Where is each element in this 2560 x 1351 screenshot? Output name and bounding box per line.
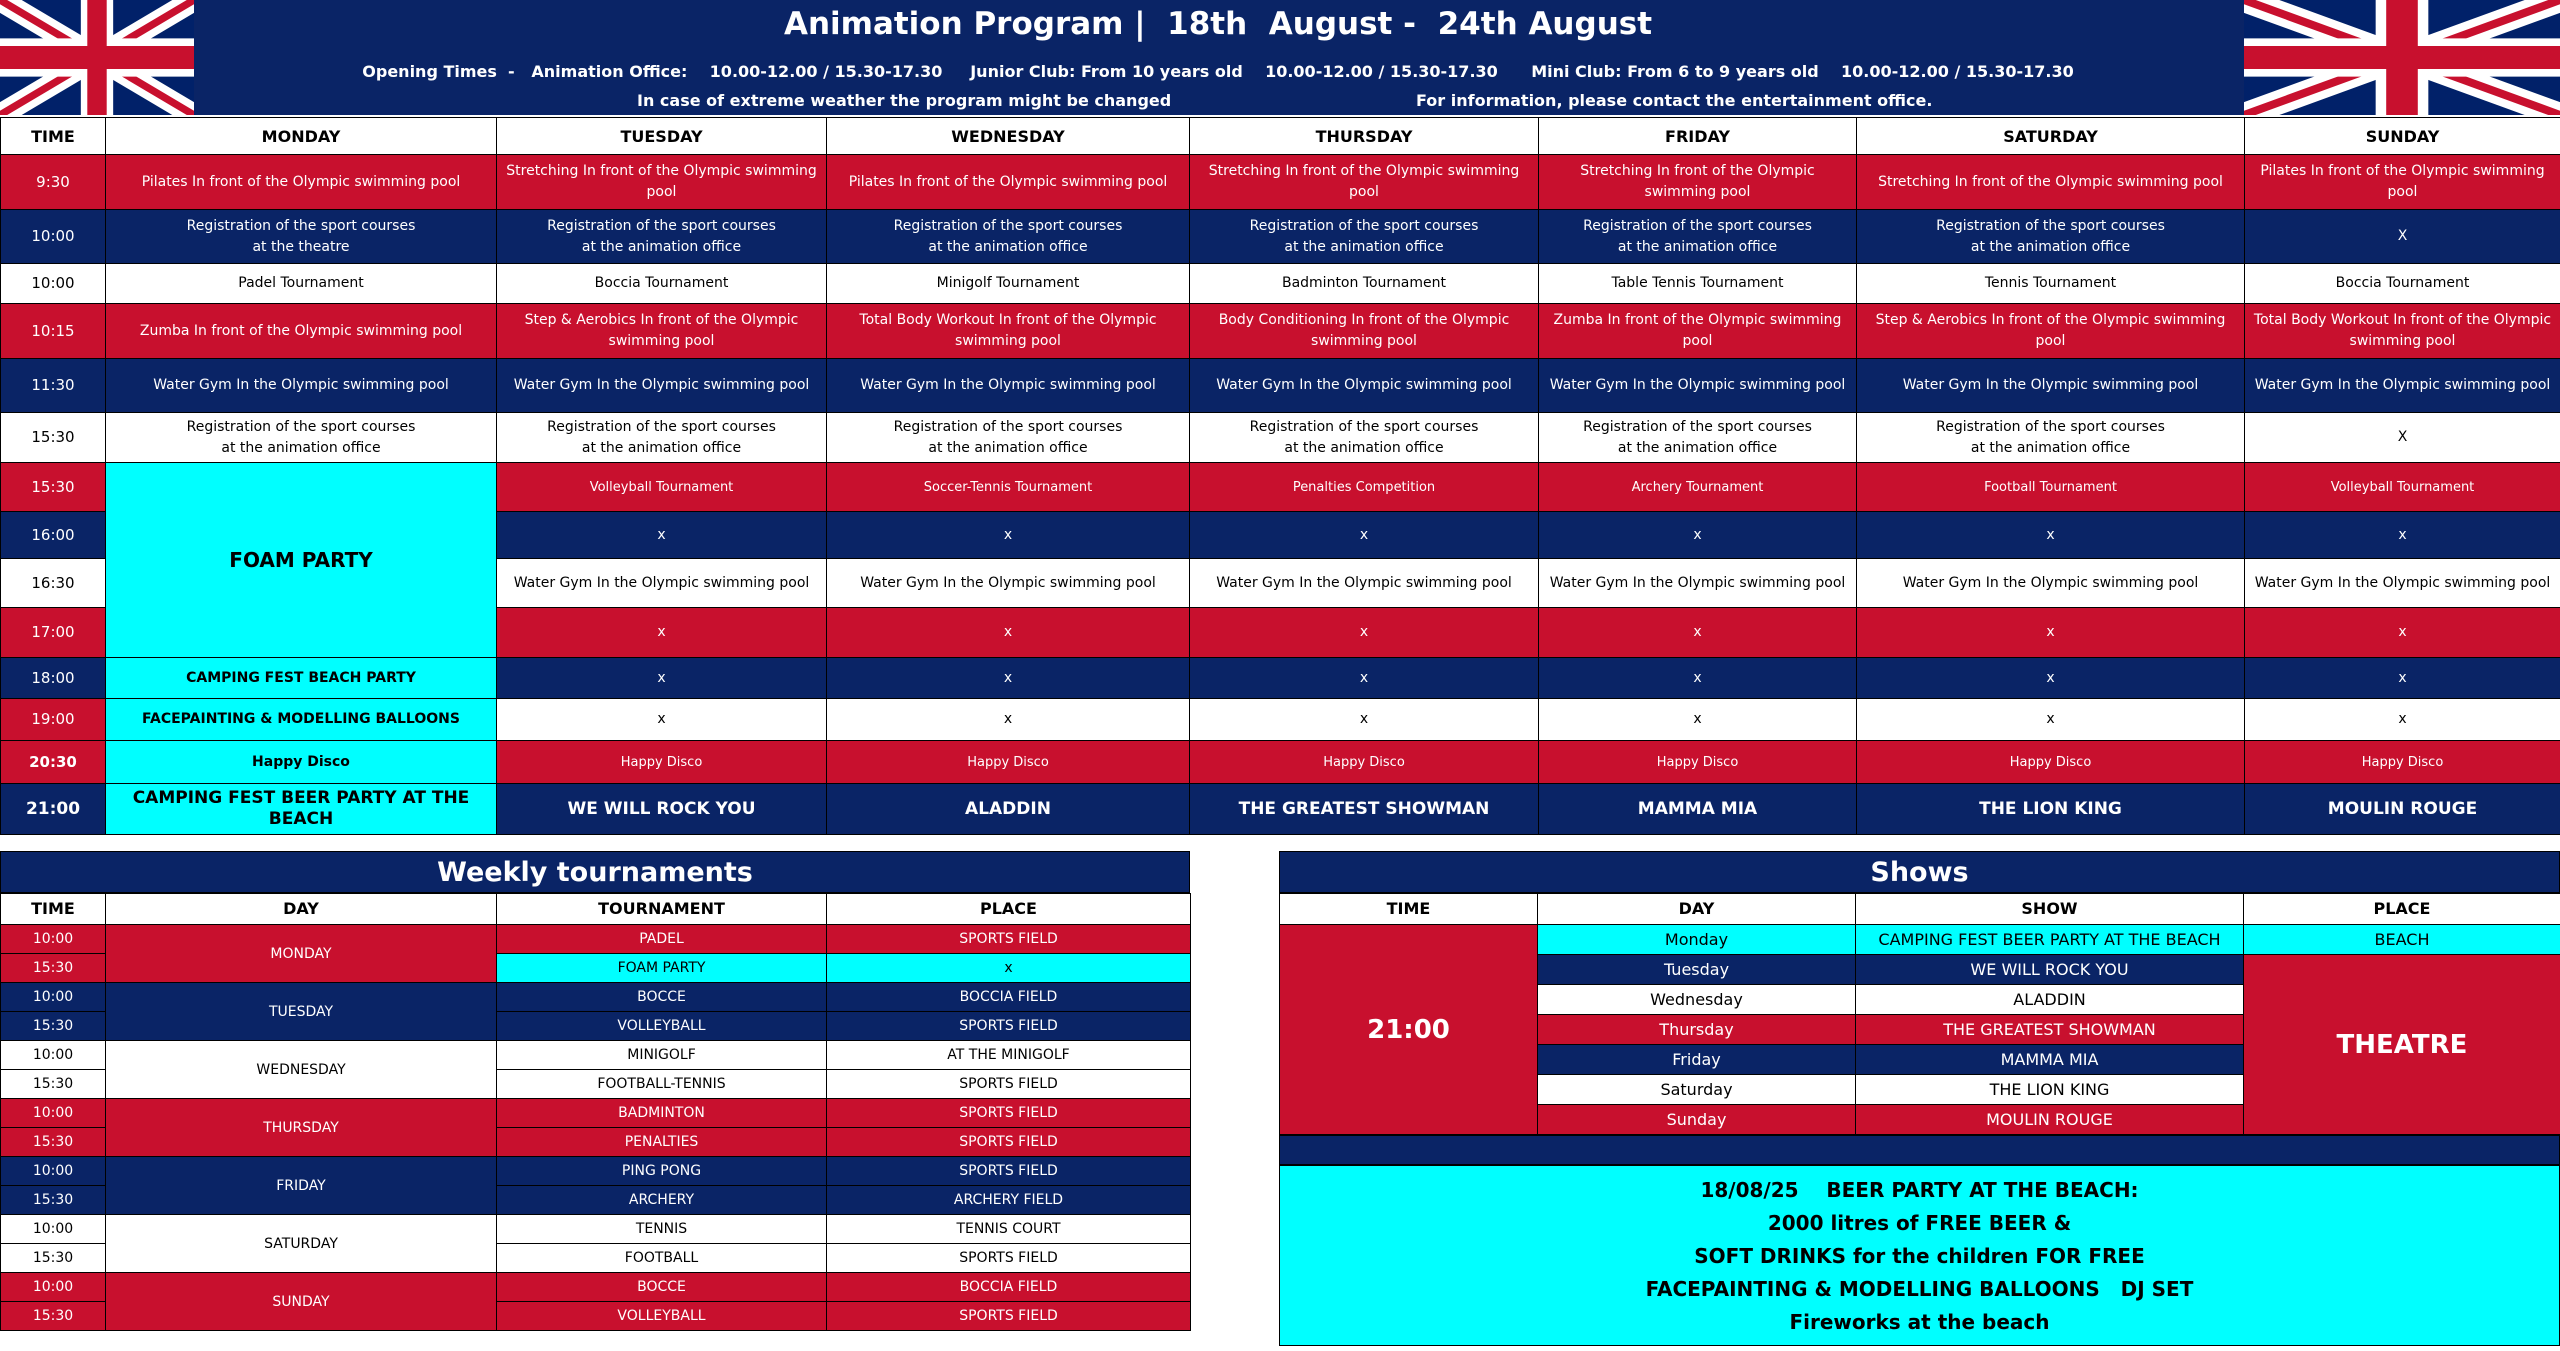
time-cell: 15:30	[1, 1012, 106, 1041]
place-cell: SPORTS FIELD	[827, 1070, 1191, 1099]
tournament-cell: FOOTBALL-TENNIS	[497, 1070, 827, 1099]
section-title: Weekly tournaments	[0, 851, 1190, 893]
column-header: THURSDAY	[1190, 118, 1539, 155]
time-cell: 9:30	[1, 155, 106, 210]
time-cell: 17:00	[1, 608, 106, 658]
weather-note: In case of extreme weather the program might be changed	[637, 91, 1172, 110]
schedule-row	[1, 155, 2560, 210]
table-row	[1280, 925, 2560, 955]
schedule-cell: Zumba In front of the Olympic swimming pool	[106, 304, 497, 359]
schedule-header-row	[1, 118, 2560, 155]
time-cell: 16:30	[1, 559, 106, 608]
schedule-cell: x	[1539, 608, 1857, 658]
table-row	[1, 983, 1191, 1012]
place-cell: BOCCIA FIELD	[827, 983, 1191, 1012]
schedule-cell: ALADDIN	[827, 784, 1190, 835]
time-cell: 15:30	[1, 1302, 106, 1331]
place-cell: x	[827, 954, 1191, 983]
schedule-cell: Water Gym In the Olympic swimming pool	[1190, 559, 1539, 608]
schedule-cell: Registration of the sport courses at the animation office	[1190, 210, 1539, 264]
schedule-cell: x	[497, 608, 827, 658]
schedule-cell: x	[1190, 658, 1539, 699]
schedule-row	[1, 699, 2560, 741]
day-cell: MONDAY	[106, 925, 497, 983]
time-cell: 20:30	[1, 741, 106, 784]
schedule-row	[1, 413, 2560, 463]
weekly-tournaments-section	[0, 851, 1190, 1331]
schedule-cell: x	[827, 699, 1190, 741]
time-cell: 11:30	[1, 359, 106, 413]
time-cell: 10:00	[1, 264, 106, 304]
schedule-cell: x	[2245, 699, 2560, 741]
tournament-cell: BOCCE	[497, 1273, 827, 1302]
schedule-cell: x	[1539, 512, 1857, 559]
table-row	[1, 1273, 1191, 1302]
schedule-cell: Registration of the sport courses at the animation office	[1190, 413, 1539, 463]
place-cell: SPORTS FIELD	[827, 1012, 1191, 1041]
schedule-cell: x	[1857, 608, 2245, 658]
column-header: PLACE	[2244, 894, 2560, 925]
schedule-cell: x	[1857, 699, 2245, 741]
time-cell: 15:30	[1, 1070, 106, 1099]
schedule-cell: Registration of the sport courses at the animation office	[827, 210, 1190, 264]
schedule-cell: Registration of the sport courses at the animation office	[497, 413, 827, 463]
schedule-cell: Water Gym In the Olympic swimming pool	[2245, 359, 2560, 413]
column-header: SUNDAY	[2245, 118, 2560, 155]
time-cell: 19:00	[1, 699, 106, 741]
place-cell: ARCHERY FIELD	[827, 1186, 1191, 1215]
column-header: SHOW	[1856, 894, 2244, 925]
schedule-cell: x	[497, 512, 827, 559]
info-note: For information, please contact the entertainment office.	[1416, 91, 1933, 110]
time-cell: 10:00	[1, 983, 106, 1012]
place-cell: SPORTS FIELD	[827, 1244, 1191, 1273]
time-cell: 10:00	[1, 925, 106, 954]
column-header: TIME	[1, 118, 106, 155]
time-cell: 18:00	[1, 658, 106, 699]
schedule-cell: Pilates In front of the Olympic swimming pool	[106, 155, 497, 210]
column-header: DAY	[1538, 894, 1856, 925]
show-day-cell: Sunday	[1538, 1105, 1856, 1135]
schedule-cell: Boccia Tournament	[2245, 264, 2560, 304]
schedule-cell: Tennis Tournament	[1857, 264, 2245, 304]
show-time-cell: 21:00	[1280, 925, 1538, 1135]
column-header: PLACE	[827, 894, 1191, 925]
schedule-row	[1, 210, 2560, 264]
schedule-cell: Water Gym In the Olympic swimming pool	[106, 359, 497, 413]
show-place-cell: BEACH	[2244, 925, 2560, 955]
schedule-cell: Registration of the sport courses at the animation office	[1857, 210, 2245, 264]
announcement-line: SOFT DRINKS for the children FOR FREE	[1694, 1244, 2145, 1268]
schedule-cell: Total Body Workout In front of the Olympic swimming pool	[2245, 304, 2560, 359]
schedule-cell: Body Conditioning In front of the Olympic swimming pool	[1190, 304, 1539, 359]
schedule-cell: x	[1190, 608, 1539, 658]
time-cell: 15:30	[1, 1244, 106, 1273]
schedule-cell: Registration of the sport courses at the animation office	[106, 413, 497, 463]
time-cell: 15:30	[1, 954, 106, 983]
schedule-cell: x	[827, 658, 1190, 699]
schedule-cell: Step & Aerobics In front of the Olympic swimming pool	[1857, 304, 2245, 359]
time-cell: 10:00	[1, 1215, 106, 1244]
time-cell: 15:30	[1, 1186, 106, 1215]
tournament-cell: VOLLEYBALL	[497, 1302, 827, 1331]
tournament-cell: BOCCE	[497, 983, 827, 1012]
schedule-cell: Registration of the sport courses at the animation office	[497, 210, 827, 264]
schedule-cell: Water Gym In the Olympic swimming pool	[827, 359, 1190, 413]
schedule-cell: Water Gym In the Olympic swimming pool	[1539, 559, 1857, 608]
schedule-cell: Total Body Workout In front of the Olympic swimming pool	[827, 304, 1190, 359]
tournament-cell: TENNIS	[497, 1215, 827, 1244]
tournament-cell: PADEL	[497, 925, 827, 954]
schedule-cell: Soccer-Tennis Tournament	[827, 463, 1190, 512]
union-jack-flag-icon	[0, 0, 194, 115]
show-place-cell: THEATRE	[2244, 955, 2560, 1135]
table-row	[1, 1157, 1191, 1186]
place-cell: SPORTS FIELD	[827, 925, 1191, 954]
shows-header-row	[1280, 894, 2560, 925]
show-name-cell: CAMPING FEST BEER PARTY AT THE BEACH	[1856, 925, 2244, 955]
schedule-cell: x	[1857, 658, 2245, 699]
table-row	[1, 1215, 1191, 1244]
schedule-cell: x	[497, 699, 827, 741]
schedule-row	[1, 784, 2560, 835]
show-day-cell: Tuesday	[1538, 955, 1856, 985]
divider	[1279, 1135, 2560, 1165]
schedule-cell: Registration of the sport courses at the theatre	[106, 210, 497, 264]
schedule-cell: Water Gym In the Olympic swimming pool	[827, 559, 1190, 608]
tournament-cell: PING PONG	[497, 1157, 827, 1186]
schedule-cell: x	[1857, 512, 2245, 559]
show-day-cell: Monday	[1538, 925, 1856, 955]
tournaments-header-row	[1, 894, 1191, 925]
column-header: DAY	[106, 894, 497, 925]
day-cell: SATURDAY	[106, 1215, 497, 1273]
schedule-cell: FACEPAINTING & MODELLING BALLOONS	[106, 699, 497, 741]
day-cell: WEDNESDAY	[106, 1041, 497, 1099]
weekly-schedule-table	[0, 117, 2560, 835]
schedule-cell: x	[1539, 699, 1857, 741]
schedule-row	[1, 264, 2560, 304]
table-row	[1, 1041, 1191, 1070]
schedule-cell: x	[497, 658, 827, 699]
column-header: TIME	[1, 894, 106, 925]
table-row	[1, 1099, 1191, 1128]
schedule-cell: Happy Disco	[497, 741, 827, 784]
time-cell: 15:30	[1, 463, 106, 512]
schedule-cell: Registration of the sport courses at the animation office	[827, 413, 1190, 463]
show-name-cell: ALADDIN	[1856, 985, 2244, 1015]
section-title: Shows	[1279, 851, 2560, 893]
table-row	[1, 925, 1191, 954]
schedule-cell: x	[1539, 658, 1857, 699]
day-cell: THURSDAY	[106, 1099, 497, 1157]
schedule-cell: Step & Aerobics In front of the Olympic swimming pool	[497, 304, 827, 359]
tournament-cell: FOAM PARTY	[497, 954, 827, 983]
place-cell: BOCCIA FIELD	[827, 1273, 1191, 1302]
schedule-cell: Badminton Tournament	[1190, 264, 1539, 304]
tournament-cell: BADMINTON	[497, 1099, 827, 1128]
schedule-cell: Water Gym In the Olympic swimming pool	[1857, 359, 2245, 413]
schedule-cell: WE WILL ROCK YOU	[497, 784, 827, 835]
union-jack-flag-icon	[2244, 0, 2560, 115]
schedule-cell: Happy Disco	[1190, 741, 1539, 784]
show-name-cell: WE WILL ROCK YOU	[1856, 955, 2244, 985]
header-banner	[0, 0, 2560, 115]
announcement-line: FACEPAINTING & MODELLING BALLOONS DJ SET	[1645, 1277, 2194, 1301]
schedule-cell: Happy Disco	[2245, 741, 2560, 784]
column-header: TUESDAY	[497, 118, 827, 155]
schedule-cell: Minigolf Tournament	[827, 264, 1190, 304]
time-cell: 10:00	[1, 1157, 106, 1186]
tournament-cell: MINIGOLF	[497, 1041, 827, 1070]
place-cell: SPORTS FIELD	[827, 1099, 1191, 1128]
schedule-cell: Water Gym In the Olympic swimming pool	[1539, 359, 1857, 413]
schedule-cell: Zumba In front of the Olympic swimming pool	[1539, 304, 1857, 359]
schedule-cell: Happy Disco	[106, 741, 497, 784]
page-title: Animation Program | 18th August - 24th August	[783, 6, 1653, 42]
schedule-cell: Archery Tournament	[1539, 463, 1857, 512]
schedule-cell: x	[2245, 608, 2560, 658]
schedule-cell: Happy Disco	[1857, 741, 2245, 784]
schedule-cell: Football Tournament	[1857, 463, 2245, 512]
show-day-cell: Wednesday	[1538, 985, 1856, 1015]
schedule-cell: Water Gym In the Olympic swimming pool	[497, 559, 827, 608]
schedule-cell: Registration of the sport courses at the animation office	[1857, 413, 2245, 463]
tournaments-table	[0, 893, 1191, 1331]
schedule-row	[1, 359, 2560, 413]
schedule-cell: Registration of the sport courses at the animation office	[1539, 413, 1857, 463]
schedule-cell: THE GREATEST SHOWMAN	[1190, 784, 1539, 835]
announcement-line: Fireworks at the beach	[1789, 1310, 2050, 1334]
tournament-cell: PENALTIES	[497, 1128, 827, 1157]
tournament-cell: FOOTBALL	[497, 1244, 827, 1273]
schedule-cell: x	[2245, 658, 2560, 699]
time-cell: 21:00	[1, 784, 106, 835]
day-cell: FRIDAY	[106, 1157, 497, 1215]
show-day-cell: Thursday	[1538, 1015, 1856, 1045]
foam-party-cell: FOAM PARTY	[106, 463, 497, 658]
day-cell: TUESDAY	[106, 983, 497, 1041]
schedule-cell: Water Gym In the Olympic swimming pool	[1857, 559, 2245, 608]
announcement-line: 18/08/25 BEER PARTY AT THE BEACH:	[1700, 1178, 2139, 1202]
schedule-cell: Water Gym In the Olympic swimming pool	[2245, 559, 2560, 608]
schedule-cell: Penalties Competition	[1190, 463, 1539, 512]
schedule-row	[1, 658, 2560, 699]
schedule-row	[1, 463, 2560, 512]
column-header: TIME	[1280, 894, 1538, 925]
place-cell: AT THE MINIGOLF	[827, 1041, 1191, 1070]
time-cell: 10:00	[1, 1099, 106, 1128]
show-name-cell: MOULIN ROUGE	[1856, 1105, 2244, 1135]
schedule-row	[1, 741, 2560, 784]
schedule-cell: Volleyball Tournament	[497, 463, 827, 512]
time-cell: 10:00	[1, 210, 106, 264]
show-name-cell: THE GREATEST SHOWMAN	[1856, 1015, 2244, 1045]
schedule-cell: MOULIN ROUGE	[2245, 784, 2560, 835]
schedule-cell: Stretching In front of the Olympic swimming pool	[1857, 155, 2245, 210]
time-cell: 15:30	[1, 1128, 106, 1157]
time-cell: 10:15	[1, 304, 106, 359]
schedule-cell: Stretching In front of the Olympic swimming pool	[1539, 155, 1857, 210]
schedule-cell: Padel Tournament	[106, 264, 497, 304]
place-cell: SPORTS FIELD	[827, 1157, 1191, 1186]
schedule-cell: x	[2245, 512, 2560, 559]
time-cell: 10:00	[1, 1041, 106, 1070]
show-name-cell: THE LION KING	[1856, 1075, 2244, 1105]
show-name-cell: MAMMA MIA	[1856, 1045, 2244, 1075]
column-header: SATURDAY	[1857, 118, 2245, 155]
schedule-cell: x	[1190, 512, 1539, 559]
schedule-cell: Happy Disco	[827, 741, 1190, 784]
column-header: WEDNESDAY	[827, 118, 1190, 155]
announcement-line: 2000 litres of FREE BEER &	[1767, 1211, 2072, 1235]
time-cell: 16:00	[1, 512, 106, 559]
schedule-cell: Water Gym In the Olympic swimming pool	[497, 359, 827, 413]
time-cell: 15:30	[1, 413, 106, 463]
beer-party-announcement	[1279, 1165, 2560, 1346]
schedule-cell: Registration of the sport courses at the animation office	[1539, 210, 1857, 264]
schedule-cell: X	[2245, 413, 2560, 463]
schedule-cell: x	[827, 608, 1190, 658]
place-cell: SPORTS FIELD	[827, 1128, 1191, 1157]
schedule-cell: CAMPING FEST BEER PARTY AT THE BEACH	[106, 784, 497, 835]
schedule-cell: Stretching In front of the Olympic swimming pool	[1190, 155, 1539, 210]
shows-table	[1279, 893, 2560, 1135]
schedule-cell: Table Tennis Tournament	[1539, 264, 1857, 304]
show-day-cell: Saturday	[1538, 1075, 1856, 1105]
schedule-row	[1, 304, 2560, 359]
schedule-cell: x	[1190, 699, 1539, 741]
schedule-cell: Boccia Tournament	[497, 264, 827, 304]
schedule-cell: x	[827, 512, 1190, 559]
schedule-cell: Pilates In front of the Olympic swimming pool	[827, 155, 1190, 210]
column-header: FRIDAY	[1539, 118, 1857, 155]
day-cell: SUNDAY	[106, 1273, 497, 1331]
shows-section	[1279, 851, 2560, 1346]
time-cell: 10:00	[1, 1273, 106, 1302]
schedule-cell: Happy Disco	[1539, 741, 1857, 784]
schedule-cell: MAMMA MIA	[1539, 784, 1857, 835]
tournament-cell: VOLLEYBALL	[497, 1012, 827, 1041]
column-header: TOURNAMENT	[497, 894, 827, 925]
tournament-cell: ARCHERY	[497, 1186, 827, 1215]
schedule-cell: Volleyball Tournament	[2245, 463, 2560, 512]
place-cell: TENNIS COURT	[827, 1215, 1191, 1244]
place-cell: SPORTS FIELD	[827, 1302, 1191, 1331]
schedule-cell: THE LION KING	[1857, 784, 2245, 835]
schedule-cell: X	[2245, 210, 2560, 264]
show-day-cell: Friday	[1538, 1045, 1856, 1075]
schedule-cell: Pilates In front of the Olympic swimming pool	[2245, 155, 2560, 210]
schedule-cell: Stretching In front of the Olympic swimming pool	[497, 155, 827, 210]
schedule-cell: Water Gym In the Olympic swimming pool	[1190, 359, 1539, 413]
opening-times: Opening Times - Animation Office: 10.00-12.00 / 15.30-17.30 Junior Club: From 10 years old 10.00-12.00 / 15.30-17.30 Mini Club: From 6 to 9 years old 10.00-12.00 / 15.30-17.30	[362, 62, 2074, 81]
column-header: MONDAY	[106, 118, 497, 155]
schedule-cell: CAMPING FEST BEACH PARTY	[106, 658, 497, 699]
